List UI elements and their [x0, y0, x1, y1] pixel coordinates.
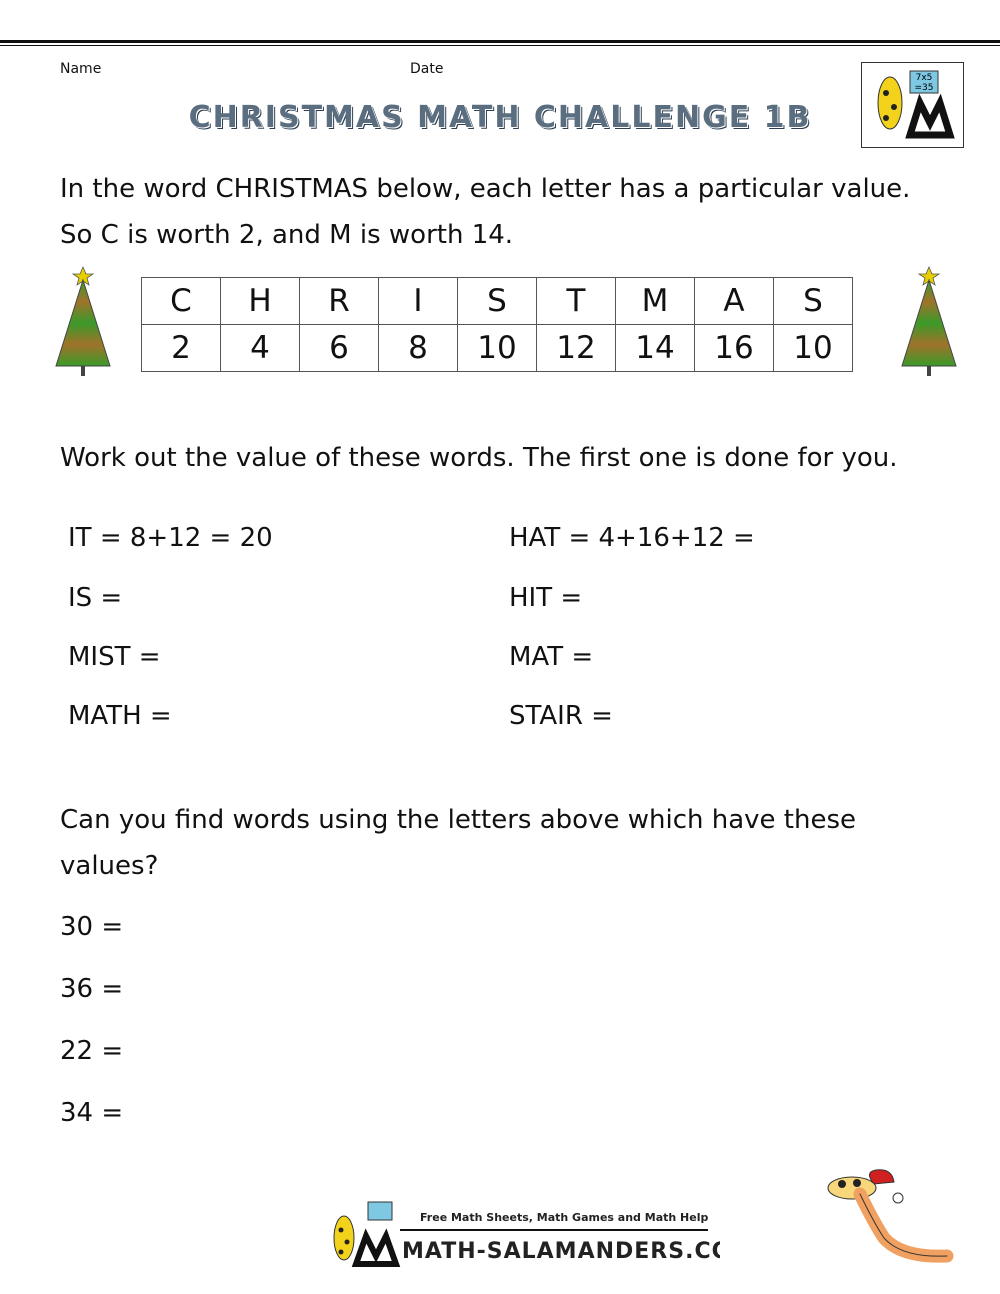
footer-site: MATH-SALAMANDERS.COM — [402, 1239, 720, 1264]
value-problem: 30 = — [60, 912, 124, 942]
letter-cell: S — [458, 278, 537, 325]
letter-cell: S — [774, 278, 853, 325]
word-problem-right: MAT = — [509, 642, 594, 672]
values-row — [142, 325, 853, 372]
value-cell: 10 — [774, 325, 853, 372]
salamander-santa-icon — [812, 1168, 957, 1278]
letter-cell: H — [221, 278, 300, 325]
footer-logo — [320, 1200, 720, 1270]
value-problem: 22 = — [60, 1036, 124, 1066]
value-cell: 6 — [300, 325, 379, 372]
word-problem-right: STAIR = — [509, 701, 613, 731]
footer-tagline: Free Math Sheets, Math Games and Math Help — [420, 1211, 709, 1224]
letter-cell: A — [695, 278, 774, 325]
letter-value-table — [141, 277, 853, 372]
letter-cell: C — [142, 278, 221, 325]
christmas-tree-icon-right — [898, 266, 960, 382]
letter-cell: R — [300, 278, 379, 325]
word-problem-left: MIST = — [68, 642, 161, 672]
section1-instruction: Work out the value of these words. The first one is done for you. — [60, 443, 898, 473]
value-cell: 2 — [142, 325, 221, 372]
logo-card-line2: =35 — [914, 83, 934, 93]
intro-line-1: In the word CHRISTMAS below, each letter has a particular value. — [60, 174, 911, 204]
name-label: Name — [60, 61, 102, 77]
word-problem-right: HAT = 4+16+12 = — [509, 523, 755, 553]
value-cell: 12 — [537, 325, 616, 372]
value-cell: 16 — [695, 325, 774, 372]
top-rule — [0, 40, 1000, 43]
date-label: Date — [410, 61, 444, 77]
value-cell: 14 — [616, 325, 695, 372]
value-cell: 10 — [458, 325, 537, 372]
logo-card-line1: 7x5 — [915, 73, 933, 83]
top-rule-thin — [0, 45, 1000, 46]
letter-cell: I — [379, 278, 458, 325]
value-problem: 36 = — [60, 974, 124, 1004]
letter-cell: T — [537, 278, 616, 325]
value-cell: 4 — [221, 325, 300, 372]
value-cell: 8 — [379, 325, 458, 372]
section2-line-1: Can you find words using the letters above which have these — [60, 805, 857, 835]
letters-row — [142, 278, 853, 325]
intro-line-2: So C is worth 2, and M is worth 14. — [60, 220, 514, 250]
value-problem: 34 = — [60, 1098, 124, 1128]
salamander-logo — [861, 62, 964, 148]
word-problem-right: HIT = — [509, 583, 583, 613]
word-problem-left: IS = — [68, 583, 123, 613]
word-problem-left: MATH = — [68, 701, 172, 731]
page-title: CHRISTMAS MATH CHALLENGE 1B — [188, 100, 812, 135]
letter-cell: M — [616, 278, 695, 325]
word-problem-left: IT = 8+12 = 20 — [68, 523, 273, 553]
christmas-tree-icon-left — [52, 266, 114, 382]
section2-line-2: values? — [60, 851, 159, 881]
